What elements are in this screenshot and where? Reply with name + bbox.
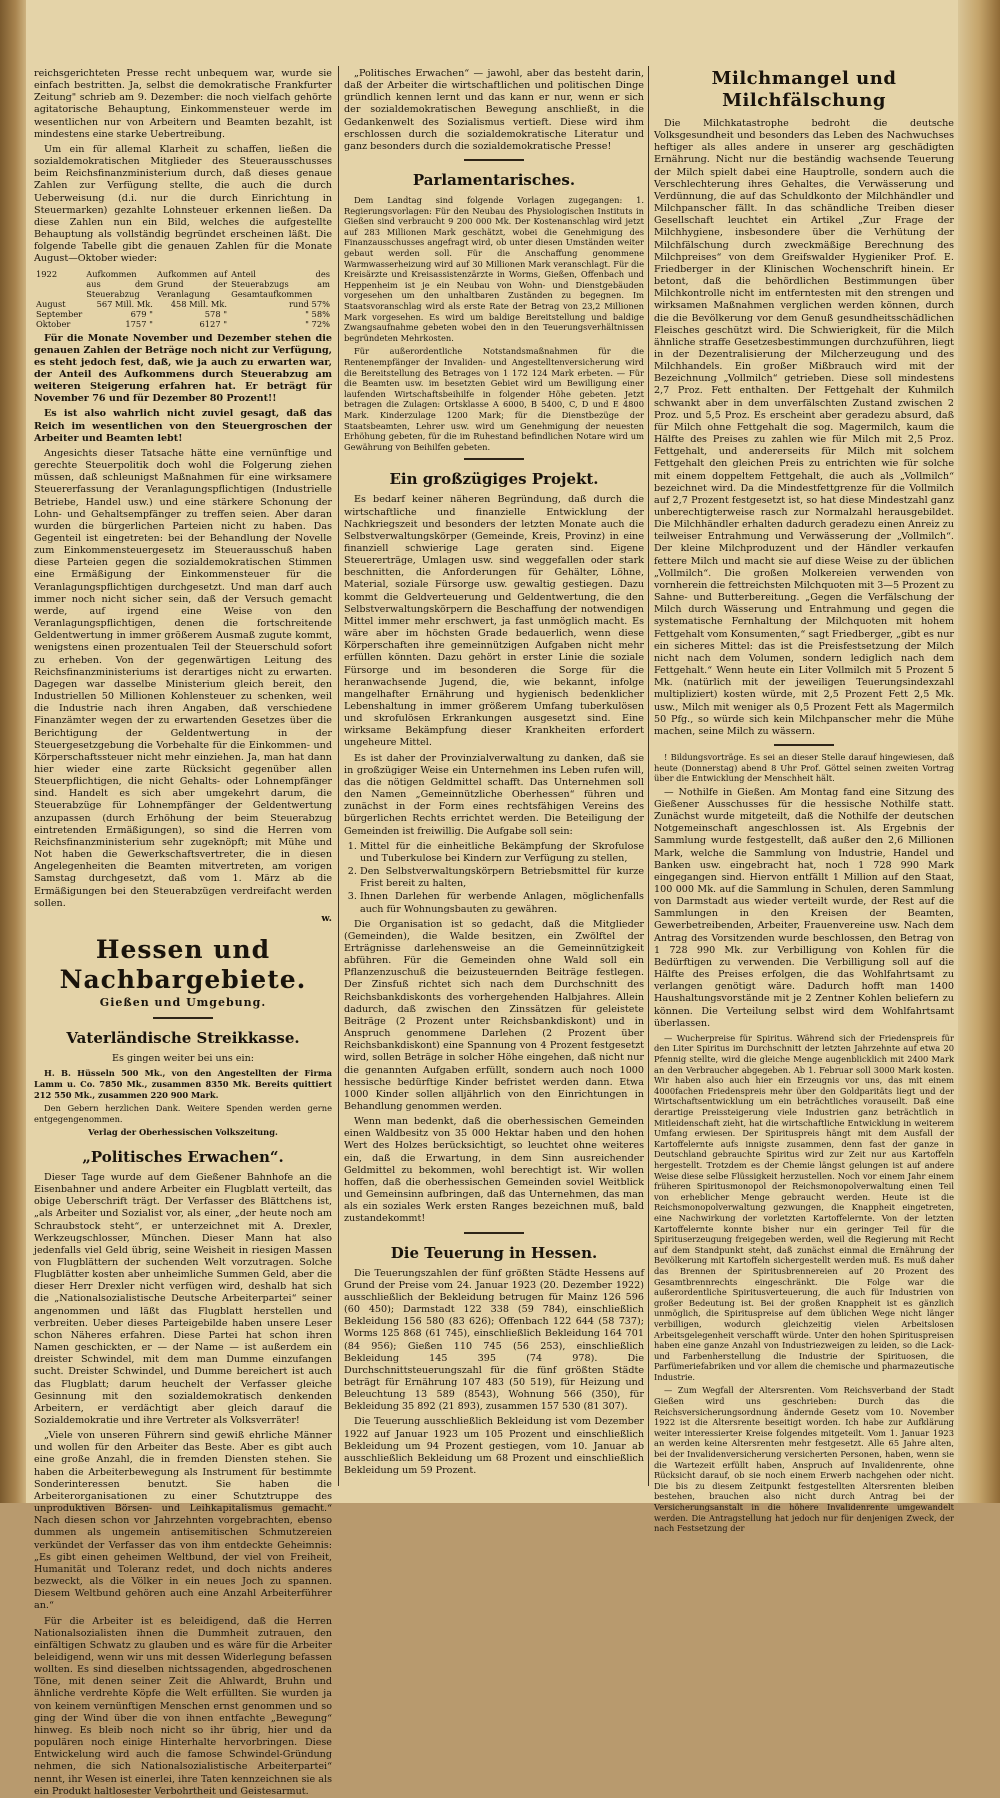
- task-list: [344, 841, 644, 916]
- article-heading: Milchmangel und Milchfälschung: [711, 68, 897, 111]
- table-header-cell: Aufkommen auf Grund der Veranlagung: [156, 268, 228, 299]
- table-header-cell: 1922: [36, 268, 58, 279]
- column-right: [654, 68, 954, 1534]
- page-right-edge: [958, 0, 1000, 1503]
- list-item: 1. Mittel für die einheitliche Bekämpfung der Skrofulose und Tuberkulose bei Kindern zur Verfügung zu stellen,: [360, 841, 644, 865]
- list-item: 3. Ihnen Darlehen für werbende Anlagen, möglichenfalls auch für Wohnungsbauten zu gewähren.: [360, 891, 644, 915]
- article-paragraph: Dieser Tage wurde auf dem Gießener Bahnhofe an die Eisenbahner und andere Arbeiter ein Flugblatt verteilt, das obige Ueberschrift trägt. Der Verfasser des Blättchens ist, „als Arbeiter und Sozialist vor, als einer, „der heute noch am Schraubstock steht“, er unterzeichnet mit A. Drexler, Werkzeugschlosser, München. Dieser Mann hat also jedenfalls viel Geld übrig, seine Weisheit in riesigen Massen von Flugblättern der suchenden Welt vorzutragen. Solche Flugblätter kosten aber unheimliche Summen Geld, aber die dieser Herr Drexler nicht verfügen wird, deshalb hat sich die „Nationalsozialistische Deutsche Arbeiterpartei“ seiner angenommen und läßt das Flugblatt herstellen und verbreiten. Ueber dieses Parteigebilde haben unsere Leser schon Näheres erfahren. Diese Partei hat schon ihren Namen geschickten, er — der Name — ist außerdem ein dreister Schwindel, mit dem man Dumme einzufangen sucht. Dreister Schwindel, und Dumme bereichert ist auch das Flugblatt; darum heuchelt der Verfasser gleiche Gesinnung mit den sozialdemokratisch denkenden Arbeitern, er verdächtigt aber gleich darauf die Sozialdemokratie und ihre Vertreter als Volksverräter!: [34, 1171, 332, 1426]
- article-paragraph: Es gingen weiter bei uns ein:: [112, 1053, 254, 1065]
- article-paragraph: Dem Landtag sind folgende Vorlagen zugegangen: 1. Regierungsvorlagen: Für den Neubau des Physiologischen Instituts in Gießen sind verbraucht 9 200 000 Mk. Der Kostenanschlag wird jetzt auf 283 Millionen Mark geschätzt, wobei die Genehmigung des Finanzausschusses angefragt wird, ob unter diesen Umständen weiter gebaut werden soll. Für die Anschaffung genommene Warmwasserheizung wird auf 30 Millionen Mark veranschlagt. Für die Kreisärzte und Kreisassistenzärzte in Worms, Gießen, Offenbach und Heppenheim ist je ein Neubau von Wohn- und Dienstgebäuden vorgesehen um den unhaltbaren Zuständen zu begegnen. Im Staatsvoranschlag wird als erste Rate der Betrag von 23,2 Millionen Mark vorgesehen. Es wird um baldige Bereitstellung und baldige Zwangsaufnahme gebeten wobei den in den Teuerungsverhältnissen begründeten Mehrkosten.: [344, 195, 644, 343]
- publisher-line: Verlag der Oberhessischen Volkszeitung.: [88, 1127, 278, 1138]
- table-cell: 578 ": [204, 308, 228, 319]
- notice-paragraph: ! Bildungsvorträge. Es sei an dieser Stelle darauf hingewiesen, daß heute (Donnerstag) abend 8 Uhr Prof. Göttel seinen zweiten Vortrag über die Entwicklung der Menschheit hält.: [654, 751, 954, 784]
- table-header-cell: Aufkommen aus dem Steuerabzug: [86, 268, 153, 299]
- article-heading: Vaterländische Streikkasse.: [66, 1029, 300, 1048]
- author-signature: w.: [321, 912, 332, 924]
- page-binding-edge: [0, 0, 26, 1503]
- article-paragraph: Angesichts dieser Tatsache hätte eine vernünftige und gerechte Steuerpolitik doch wohl die Folgerung ziehen müssen, daß schleunigst Maßnahmen für eine wirksamere Steuererfassung der Veranlagungspflichtigen (Industrielle Betriebe, Handel usw.) und eine stärkere Schonung der Lohn- und Gehaltsempfänger zu treffen seien. Aber daran wurden die bürgerlichen Parteien nicht zu haben. Das Gegenteil ist eingetreten: bei der Behandlung der Novelle zum Einkommensteuergesetz im Steuerausschuß haben diese Parteien gegen die sozialdemokratischen Stimmen eine Ermäßigung der Einkommensteuer für die Veranlagungspflichtigen durchgesetzt. Und man darf auch immer noch nicht sicher sein, daß der Versuch gemacht werde, auf irgend eine Weise von den Veranlagungspflichtigen, denen die fortschreitende Geldentwertung in immer größerem Ausmaß zugute kommt, wenigstens einen prozentualen Teil der Steuerschuld sofort zu erheben. Von der gegenwärtigen Leitung des Reichsfinanzministeriums ist derartiges nicht zu erwarten. Dagegen war dasselbe Ministerium gleich bereit, den Industriellen 50 Millionen Kohlensteuer zu schenken, weil die Industrie nach ihren Angaben, daß verschiedene Finanzämter wegen der zu erwartenden Gesetzes über die Berichtigung der Geldentwertung in der Steuergesetzgebung die Vorbehalte für die Einkommen- und Körperschaftssteuer nicht mehr einziehen. Ja, man hat dann hier wieder eine zarte Rücksicht gegenüber allen Steuerpflichtigen, die nicht Gehalts- oder Lohnempfänger sind. Handelt es sich aber umgekehrt darum, die Steuerabzüge für Lohnempfänger der Geldentwertung anzupassen (durch Erhöhung der beim Steuerabzug eintretenden Ermäßigungen), so sind die Herren vom Reichsfinanzministerium sehr zugeknöpft; mit Mühe und Not haben die Gewerkschaftsvertreter, die in diesen Angelegenheiten die Beamten mitvertreten, am vorigen Samstag durchgesetzt, daß vom 1. März ab die Ermäßigungen bei den Steuerabzügen verdreifacht werden sollen.: [34, 447, 332, 909]
- table-cell: 567 Mill. Mk.: [96, 298, 153, 309]
- article-paragraph: „Viele von unseren Führern sind gewiß ehrliche Männer und wollen für den Arbeiter das Beste. Aber es gibt auch eine große Anzahl, die in fremden Diensten stehen. Sie haben die Arbeiterbewegung als Instrument für bestimmte Sonderinteressen benutzt. Sie haben die Arbeiterorganisationen zu einer Schutztruppe des unproduktiven Börsen- und Leihkapitalismus gemacht.“ Nach diesen schon vor Jahrzehnten vorgebrachten, ebenso dummen als ungemein antisemitischen Schmutzereien verkündet der Verfasser das von ihm entdeckte Geheimnis: „Es gibt einen geheimen Weltbund, der viel von Freiheit, Humanität und Toleranz redet, und doch nichts anderes bezweckt, als die Völker in ein neues Joch zu spannen. Diesem Weltbund gehören auch eine Anzahl Arbeiterführer an.“: [34, 1430, 332, 1612]
- divider: [464, 1232, 524, 1234]
- article-heading: Ein großzügiges Projekt.: [389, 470, 599, 489]
- article-paragraph: Die Milchkatastrophe bedroht die deutsche Volksgesundheit und besonders das Leben des Nachwuchses heftiger als alles andere in unserer arg geschädigten Ernährung. Nicht nur die beständig wachsende Teuerung der Milch spielt dabei eine Hauptrolle, sondern auch die Verschlechterung ihres Gehaltes, die Verwässerung und Verdünnung, die auf das Schuldkonto der Milchhändler und Milchpanscher fällt. In das schändliche Treiben dieser Gesellschaft leuchtet ein Artikel „Zur Frage der Milchhygiene, insbesondere über die Verhütung der Milchfälschung durch zweckmäßige Berechnung des Milchpreises“ von dem Greifswalder Hygieniker Prof. E. Friedberger in der Klinischen Wochenschrift hinein. Er betont, daß die behördlichen Bestimmungen über Milchkontrolle nicht im entferntesten mit den strengen und wirksamen Maßnahmen verglichen werden können, durch die die Bevölkerung vor dem Genuß gesundheitsschädlichen Fleisches geschützt wird. Die Schwierigkeit, für die Milch ähnliche straffe Gesetzesbestimmungen durchzuführen, liegt in der Dezentralisierung der Milcherzeugung und des Milchhandels. Ein großer Mißbrauch wird mit der Bezeichnung „Vollmilch“ getrieben. Diese soll mindestens 2,7 Proz. Fett enthalten. Der Fettgehalt der Kuhmilch schwankt aber in dem unverfälschten Zustand zwischen 2 Proz. und 5,5 Proz. Es erscheint aber geradezu absurd, daß für Milch ohne Fettgehalt die sog. Magermilch, kaum die Hälfte des Preises zu zahlen wie für Milch mit 2,5 Proz. Fettgehalt, und andererseits für Milch mit solchem Fettgehalt den gleichen Preis zu entrichten wie für solche mit einem doppeltem Fettgehalt, die auch als „Vollmilch“ bezeichnet wird. Da die Mindestfettgrenze für die Vollmilch auf 2,7 Prozent festgesetzt ist, so hat diese Mindestzahl ganz unberechtigterweise rasch zur Normalzahl herausgebildet. Die Milchhändler erhalten dadurch geradezu einen Anreiz zu teilweiser Entrahmung und Verwässerung der „Vollmilch“. Der kleine Milchproduzent und der Händler verkaufen fettere Milch und macht sie auf diese Weise zu der üblichen „Vollmilch“. Die großen Molkereien verwenden von vornherein die fettreichsten Milchquoten mit 3—5 Prozent zu Sahne- und Butterbereitung. „Gegen die Verfälschung der Milch durch Wässerung und Entrahmung und gegen die systematische Fernhaltung der Milchquoten mit hohem Fettgehalt vom Konsumenten,“ sagt Friedberger, „gibt es nur ein sicheres Mittel: das ist die Preisfestsetzung der Milch nicht nach dem Volumen, sondern lediglich nach dem Fettgehalt.“ Wenn heute ein Liter Vollmilch mit 5 Prozent 5 Mk. (natürlich mit der jeweiligen Teuerungsindexzahl multipliziert) kosten würde, mit 2,5 Prozent Fett 2,5 Mk. usw., Milch mit weniger als 0,5 Prozent Fett als Magermilch 50 Pfg., so würde sich kein Milchpanscher mehr die Mühe machen, seine Milch zu wässern.: [654, 118, 954, 737]
- divider: [464, 159, 524, 161]
- table-row: [34, 299, 332, 309]
- divider: [774, 744, 834, 746]
- article-paragraph: Für die Monate November und Dezember stehen die genauen Zahlen der Beträge noch nicht zur Verfügung, es steht jedoch fest, daß, wie ja auch zu erwarten war, der Anteil des Aufkommens durch Steuerabzug am weiteren Steigerung erfahren hat. Er beträgt für November 76 und für Dezember 80 Prozent!!: [34, 332, 333, 405]
- article-paragraph: reichsgerichteten Presse recht unbequem war, wurde sie einfach bestritten. Ja, selbst die demokratische Frankfurter Zeitung" schrieb am 9. Dezember: die noch vielfach gehörte agitatorische Behauptung, Einkommensteuer werde im wesentlichen nur von Arbeitern und Beamten bezahlt, ist mindestens eine starke Uebertreibung.: [34, 68, 332, 140]
- table-cell: 458 Mill. Mk.: [170, 298, 228, 309]
- section-subheading: Gießen und Umgebung.: [99, 996, 267, 1009]
- table-cell: " 72%: [305, 318, 330, 329]
- article-paragraph: Wenn man bedenkt, daß die oberhessischen Gemeinden einen Waldbesitz von 35 000 Hektar haben und den hohen Wert des Holzes berücksichtigt, so leuchtet ohne weiteres ein, daß die Erwartung, in dem Sinn ausreichender Geldmittel zu bekommen, wohl berechtigt ist. Wir wollen hoffen, daß die oberhessischen Gemeinden soviel Weitblick und Gemeinsinn aufbringen, daß das Unternehmen, das man als ein soziales Werk ersten Ranges bezeichnen muß, bald zustandekommt!: [344, 1116, 644, 1225]
- table-row: [34, 309, 332, 319]
- article-paragraph: Die Teuerung ausschließlich Bekleidung ist vom Dezember 1922 auf Januar 1923 um 105 Prozent und einschließlich Bekleidung um 94 Prozent gestiegen, vom 10. Januar ab ausschließlich Bekleidung um 68 Prozent und einschließlich Bekleidung um 59 Prozent.: [344, 1416, 644, 1477]
- article-heading: Parlamentarisches.: [412, 171, 576, 190]
- column-middle: [344, 68, 644, 1488]
- article-paragraph: — Wucherpreise für Spiritus. Während sich der Friedenspreis für den Liter Spiritus im Durchschnitt der letzten Jahrzehnte auf etwa 20 Pfennig stellte, wird die gleiche Menge augenblicklich mit 2400 Mark an den Verbraucher abgegeben. Ab 1. Februar soll 3000 Mark kosten. Wir haben also auch hier ein Erzeugnis vor uns, das mit einem 4000fachen Friedenspreis mehr über den Goldparitäts liegt und der Wirtschaftsentwicklung um ein beträchtliches vorauseilt. Daß eine derartige Preissteigerung viele Industrien ganz beträchtlich in Mitleidenschaft zieht, hat die wirtschaftliche Entwicklung in weiterem Umfang erwiesen. Der Spirituspreis hängt mit dem Ausfall der Kartoffelernte aufs innigste zusammen, denn fast der ganze in Deutschland gebrauchte Spiritus wird zur Zeit nur aus Kartoffeln hergestellt. Trotzdem es der Chemie längst gelungen ist auf andere Weise diese selbe Flüssigkeit herzustellen. Noch vor einem Jahr einem früheren Spiritusmonopol der Reichsmonopolverwaltung einen Teil von erheblicher Menge gebraucht werden. Heute ist die Reichsmonopolverwaltung gezwungen, die Knappheit eingetreten, eine Nachwirkung der vorletzten Kartoffelernte. Von der letzten Kartoffelernte konnte bisher nur ein geringer Teil für die Spirituserzeugung freigegeben werden, weil die Regierung mit Recht auf dem Standpunkt steht, daß zunächst einmal die Ernährung der Bevölkerung mit Kartoffeln sichergestellt werden muß. Es muß daher das Brennen der Spiritusbrennereien auf 20 Prozent des Gesamtbrennrechts eingeschränkt. Die Folge war die außerordentliche Spiritusverteuerung, die auch für Industrien von großer Bedeutung ist. Bei der großen Knappheit ist es gänzlich unmöglich, die Spirituspreise auf dem üblichen Wege nicht länger verbilligen, wodurch gleichzeitig vielen Arbeitslosen Arbeitsgelegenheit verschafft würde. Unter den hohen Spirituspreisen haben eine ganze Anzahl von Industriezweigen zu leiden, so die Lack- und Farbenherstellung die Industrie der Spirituosen, die Parfümeriefabriken und vor allem die chemische und pharmazeutische Industrie.: [654, 1032, 954, 1382]
- divider: [464, 458, 524, 460]
- table-cell: 6127 ": [199, 318, 228, 329]
- article-paragraph: Für außerordentliche Notstandsmaßnahmen für die Rentenempfänger der Invaliden- und Angestelltenversicherung wird die Bereitstellung des Betrages von 1 172 124 Mark erbeten. — Für die Beamten usw. im besetzten Gebiet wird um Bewilligung einer laufenden Wirtschaftsbeihilfe in folgender Höhe gebeten. Jetzt betragen die Zulagen: Ortsklasse A 6000, B 5400, C, D und E 4800 Mark. Kinderzulage 1200 Mark; für die Dienstbezüge der Staatsbeamten, Lehrer usw. wird um Genehmigung der neuesten Erhöhung gebeten, für die im Ruhestand befindlichen Notare wird um Gewährung von Beihilfen gebeten.: [344, 346, 644, 452]
- column-left: [34, 68, 333, 1797]
- table-cell: " 58%: [305, 308, 330, 319]
- article-paragraph: — Zum Wegfall der Altersrenten. Vom Reichsverband der Stadt Gießen wird uns geschrieben: Durch das die Reichsversicherungsordnung ändernde Gesetz vom 10. November 1922 ist die Altersrente beseitigt worden. Ich habe zur Aufklärung weiter interessierter Kreise folgendes mitgeteilt. Vom 1. Januar 1923 an werden keine Altersrenten mehr festgesetzt. Alle 65 Jahre alten, bei der Invalidenversicherung versicherten Personen, haben, wenn sie die Wartezeit erfüllt haben, Anspruch auf Invalidenrente, ohne Rücksicht darauf, ob sie noch einem Erwerb nachgehen oder nicht. Die bis zu diesem Zeitpunkt festgestellten Altersrenten bleiben bestehen, brauchen also nicht durch Antrag bei der Versicherungsanstalt in die höhere Invalidenrente umgewandelt werden. Die Antragstellung hat jedoch nur für denjenigen Zweck, der nach Festsetzung der: [654, 1385, 954, 1534]
- article-paragraph: Es bedarf keiner näheren Begründung, daß durch die wirtschaftliche und finanzielle Entwicklung der Nachkriegszeit und besonders der letzten Monate auch die Selbstverwaltungskörper (Gemeinde, Kreis, Provinz) in eine finanziell schwierige Lage geraten sind. Eigene Steuererträge, Umlagen usw. sind weggefallen oder stark beschnitten, die Anforderungen für Gehälter, Löhne, Material, soziale Fürsorge usw. gewaltig gestiegen. Dazu kommt die Geldverteuerung und Geldentwertung, die den Selbstverwaltungskörpern die Beschaffung der notwendigen Mittel immer mehr erschwert, ja fast unmöglich macht. Es wäre aber im höchsten Grade bedauerlich, wenn diese Körperschaften ihre gemeinnützigen Aufgaben nicht mehr erfüllen könnten. Dazu gehört in erster Linie die soziale Fürsorge und im besonderen die Sorge für die heranwachsende Jugend, die, wie bekannt, infolge mangelhafter Ernährung und hygienisch bedenklicher Lebenshaltung in immer größerem Umfang tuberkulösen und skrofulösen Erkrankungen ausgesetzt sind. Eine wirksame Bekämpfung dieser Krankheiten erfordert ungeheure Mittel.: [344, 494, 644, 749]
- article-paragraph: Die Teuerungszahlen der fünf größten Städte Hessens auf Grund der Preise vom 24. Januar 1923 (20. Dezember 1922) ausschließlich der Bekleidung betrugen für Mainz 126 596 (60 450); Darmstadt 122 338 (59 784), einschließlich Bekleidung 156 580 (83 626); Offenbach 122 644 (58 737); Worms 125 868 (61 745), einschließlich Bekleidung 164 701 (84 956); Gießen 110 745 (56 253), einschließlich Bekleidung 145 395 (74 978). Die Durchschnittsteuerungszahl für die fünf größten Städte beträgt für Ernährung 107 483 (50 519), für Heizung und Beleuchtung 13 589 (8543), Wohnung 566 (350), für Bekleidung 35 892 (21 893), zusammen 157 530 (81 307).: [344, 1267, 644, 1413]
- article-paragraph: H. B. Hüsseln 500 Mk., von den Angestellten der Firma Lamm u. Co. 7850 Mk., zusammen 8350 Mk. Bereits quittiert 212 550 Mk., zusammen 220 900 Mark.: [34, 1068, 332, 1100]
- section-heading: Hessen und Nachbargebiete.: [59, 935, 307, 994]
- article-paragraph: Für die Arbeiter ist es beleidigend, daß die Herren Nationalsozialisten ihnen die Dummheit zutrauen, den einfältigen Schwatz zu glauben und es wäre für die Arbeiter beleidigend, wenn wir uns mit dessen Widerlegung befassen wollten. Es sind dieselben nichtssagenden, abgedroschenen Töne, mit denen seiner Zeit die Ahlwardt, Bruhn und ähnliche verdrehte Köpfe die Welt erfüllten. Sie wurden ja von keinem vernünftigen Menschen ernst genommen und so ging der Wind über die von ihnen entfachte „Bewegung“ hinweg. Es bleib noch nicht so ihr übrig, hier und da populären noch einige Hinterhalte hervorbringen. Diese Entwickelung wird auch die famose Schwindel-Gründung nehmen, die sich Nationalsozialistische Arbeiterpartei“ nennt, ihr Wesen ist einerlei, ihre Taten kennzeichnen sie als ein Produkt haltlosester Verbohrtheit und Geistesarmut.: [34, 1615, 332, 1797]
- column-rule: [648, 66, 649, 1486]
- column-rule: [338, 66, 339, 1486]
- article-paragraph: — Nothilfe in Gießen. Am Montag fand eine Sitzung des Gießener Ausschusses für die hessische Nothilfe statt. Zunächst wurde mitgeteilt, daß die Nothilfe der deutschen Notgemeinschaft angeschlossen ist. Als Ergebnis der Sammlung wurde festgestellt, daß außer den 2,6 Millionen Mark, welche die Sammlung von Industrie, Handel und Banken usw. eingebracht hat, noch 1 728 990 Mark eingegangen sind. Hiervon entfällt 1 Million auf den Staat, 100 000 Mk. auf die Sammlung in Schulen, deren Sammlung von Darmstadt aus wieder verteilt wurde, der Rest auf die Sammlungen in den Kreisen der Beamten, Gewerbetreibenden, Arbeiter, Frauenvereine usw. Nach dem Antrag des Vorsitzenden wurde beschlossen, den Betrag von 1 728 990 Mk. zur Verbilligung von Kohlen für die Bedürftigen zu verwenden. Die Verbilligung soll auf die Hälfte des Preises erfolgen, die das Wohlfahrtsamt zu verlangen genötigt wäre. Dadurch hofft man 1400 Haushaltungsvorstände mit je 2 Zentner Kohlen beliefern zu können. Die Verteilung selbst wird dem Wohlfahrtsamt überlassen.: [654, 786, 954, 1029]
- table-cell: Oktober: [36, 318, 71, 329]
- article-paragraph: Es ist also wahrlich nicht zuviel gesagt, daß das Reich im wesentlichen von den Steuergroschen der Arbeiter und Beamten lebt!: [34, 408, 332, 444]
- article-paragraph: Den Gebern herzlichen Dank. Weitere Spenden werden gerne entgegengenommen.: [34, 1103, 332, 1124]
- table-row: [34, 319, 332, 329]
- article-paragraph: Es ist daher der Provinzialverwaltung zu danken, daß sie in großzügiger Weise ein Unternehmen ins Leben rufen will, das die nötigen Geldmittel schafft. Das Unternehmen soll den Namen „Gemeinnützliche Oberhessen“ führen und zunächst in der Form eines rechtsfähigen Vereins des bürgerlichen Rechts errichtet werden. Die Beteiligung der Gemeinden ist freiwillig. Die Aufgabe soll sein:: [344, 752, 644, 837]
- table-header-row: [34, 269, 332, 299]
- tax-table: [34, 269, 332, 329]
- table-cell: 1757 ": [125, 318, 153, 329]
- article-heading: „Politisches Erwachen“.: [82, 1147, 284, 1166]
- article-paragraph: Die Organisation ist so gedacht, daß die Mitglieder (Gemeinden), die Walde besitzen, ein Zwölftel der Erträgnisse darlehensweise an die Gemeinnützigkeit abführen. Für die Gemeinden ohne Wald soll ein Pflanzenzuschuß die beizusteuernden Beiträge festlegen. Der Zinsfuß richtet sich nach dem Durchschnitt des Reichsbankdiskonts des vorhergehenden Halbjahres. Allein dadurch, daß zwischen den Zinssätzen für geleistete Beiträge (2 Prozent unter Reichsbankdiskont) und in Anspruch genommene Darlehen (2 Prozent über Reichsbankdiskont) eine Spannung von 4 Prozent festgesetzt wird, sollen Beträge in solcher Höhe eingehen, daß nicht nur die genannten Aufgaben erfüllt, sondern auch noch 1000 hessische bedürftige Kinder befristet werden dann. Etwa 1000 Kinder sollen alljährlich von den Einrichtungen in Behandlung genommen werden.: [344, 918, 644, 1112]
- table-header-cell: Anteil des Steuerabzugs am Gesamtaufkommen: [231, 268, 330, 299]
- table-cell: rund 57%: [288, 298, 330, 309]
- article-paragraph: „Politisches Erwachen“ — jawohl, aber das besteht darin, daß der Arbeiter die wirtschaftlichen und politischen Dinge gründlich kennen lernt und das kann er nur, wenn er sich der sozialdemokratischen Bewegung anschließt, in die Gedankenwelt des Sozialismus vertieft. Diese wird ihm erschlossen durch die sozialdemokratische Literatur und ganz besonders durch die sozialdemokratische Presse!: [344, 68, 644, 152]
- divider: [153, 1017, 213, 1019]
- article-heading: Die Teuerung in Hessen.: [390, 1243, 598, 1262]
- article-paragraph: Um ein für allemal Klarheit zu schaffen, ließen die sozialdemokratischen Mitglieder des Steuerausschusses beim Reichsfinanzministerium durch, daß dieses genaue Zahlen zur Verfügung stellte, die auch die durch Ueberweisung (d.i. nur die durch Einrichtung in Steuermarken) gezahlte Lohnsteuer erkennen ließen. Da diese Zahlen nun ein Bild, welches die aufgestellte Behauptung als vollständig begründet erscheinen läßt. Die folgende Tabelle gibt die genauen Zahlen für die Monate August—Oktober wieder:: [34, 143, 332, 265]
- table-cell: September: [36, 308, 83, 319]
- table-cell: 679 ": [130, 308, 153, 319]
- table-cell: August: [36, 298, 66, 309]
- list-item: 2. Den Selbstverwaltungskörpern Betriebsmittel für kurze Frist bereit zu halten,: [360, 866, 644, 890]
